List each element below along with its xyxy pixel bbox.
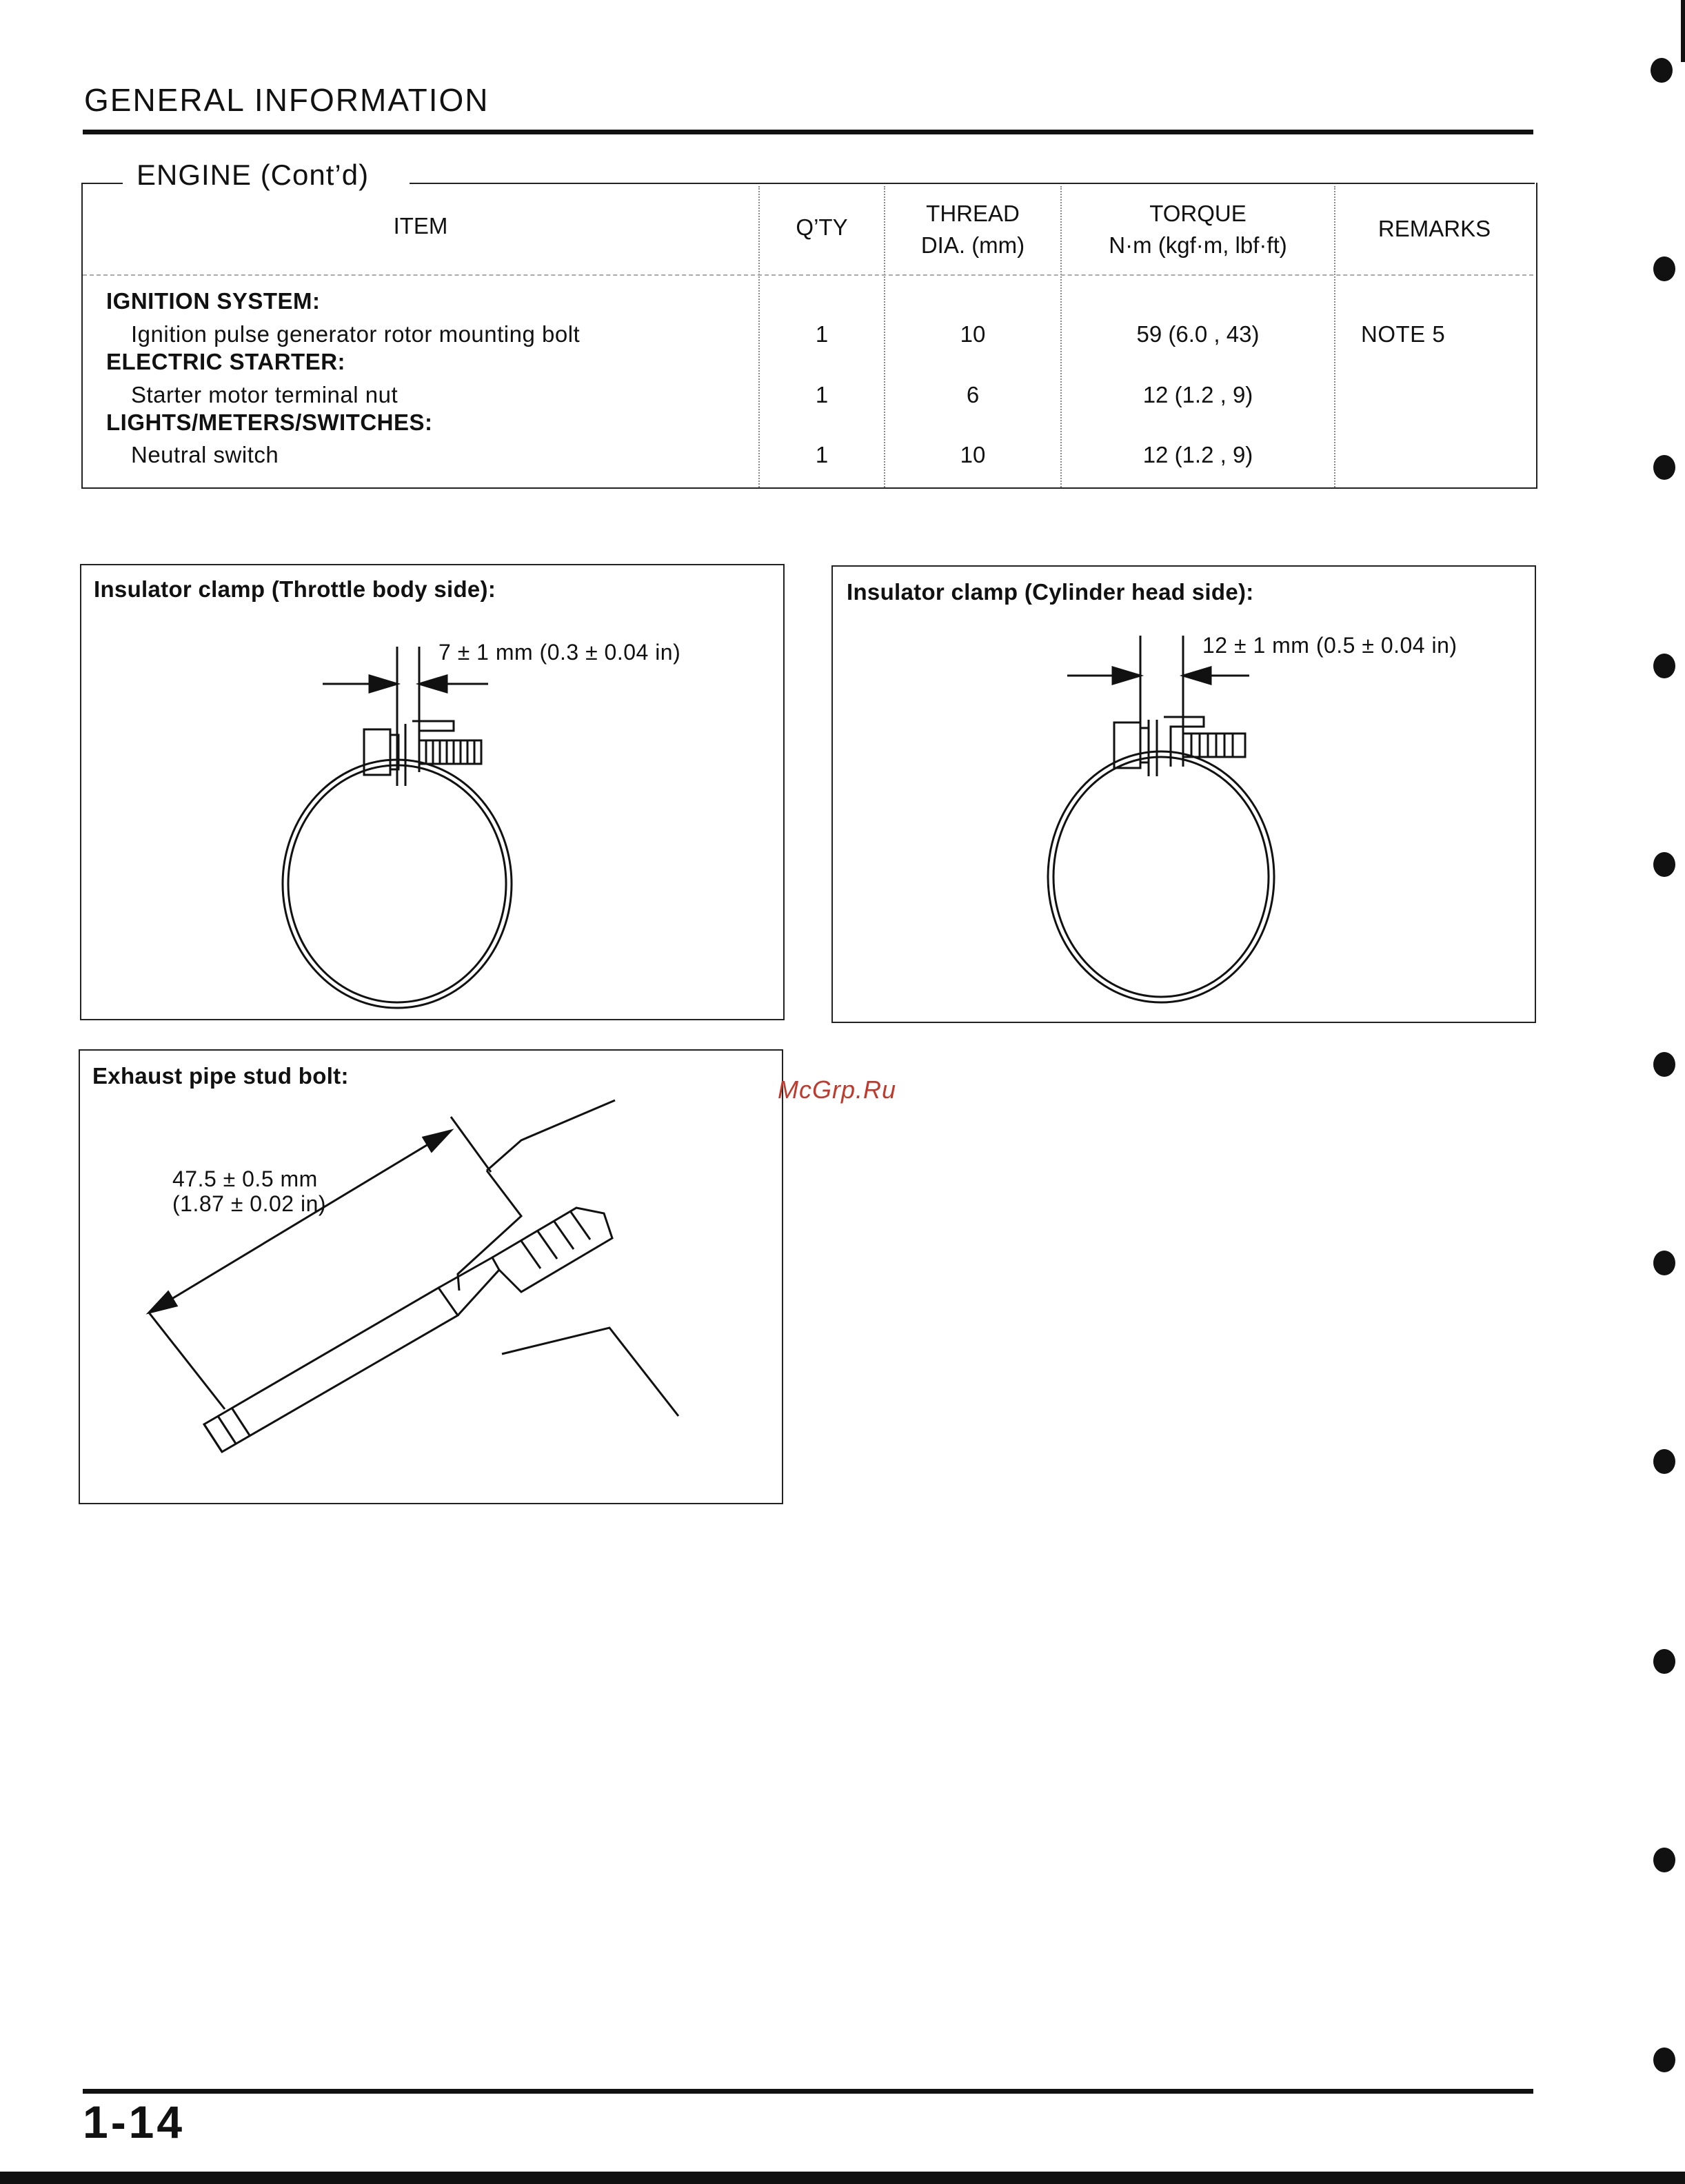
dimension-label: 12 ± 1 mm (0.5 ± 0.04 in) [1202,633,1457,658]
header-rule [83,130,1533,134]
binder-hole [1653,455,1675,480]
figure-exhaust-stud [79,1049,783,1504]
dimension-label: 7 ± 1 mm (0.3 ± 0.04 in) [438,640,681,665]
header-torque-line2: N·m (kgf·m, lbf·ft) [1109,232,1287,258]
bottom-edge-bar [0,2172,1685,2184]
header-thread-line2: DIA. (mm) [920,232,1025,258]
figure-throttle-clamp [80,564,785,1020]
watermark: McGrp.Ru [778,1075,897,1104]
item-neutral-switch: Neutral switch [131,442,279,467]
binder-hole [1653,1848,1675,1872]
thread-starter-nut: 6 [966,382,980,407]
remarks-ignition-bolt: NOTE 5 [1361,321,1446,347]
table-top-border-left [81,183,123,184]
item-starter-nut: Starter motor terminal nut [131,382,398,407]
table-top-border-right [410,183,1535,184]
header-separator [83,274,1533,276]
figure-cylinder-clamp [831,565,1536,1023]
figure-title: Insulator clamp (Throttle body side): [94,576,496,602]
clamp-diagram [81,565,783,1019]
thread-neutral-switch: 10 [960,442,986,467]
thread-ignition-bolt: 10 [960,321,986,347]
stud-bolt-diagram [80,1051,782,1503]
item-ignition-bolt: Ignition pulse generator rotor mounting bolt [131,321,581,347]
header-torque-line1: TORQUE [1149,201,1247,226]
category-lights-meters-switches: LIGHTS/METERS/SWITCHES: [106,410,433,435]
torque-neutral-switch: 12 (1.2 , 9) [1142,442,1253,467]
clamp-diagram [833,567,1535,1022]
page-header-title: GENERAL INFORMATION [84,82,490,118]
qty-starter-nut: 1 [815,382,829,407]
header-qty: Q’TY [796,214,848,240]
binder-hole [1653,256,1675,281]
torque-starter-nut: 12 (1.2 , 9) [1142,382,1253,407]
binder-hole [1651,58,1673,83]
torque-ignition-bolt: 59 (6.0 , 43) [1136,321,1260,347]
figure-title: Insulator clamp (Cylinder head side): [847,579,1254,605]
qty-neutral-switch: 1 [815,442,829,467]
footer-rule [83,2089,1533,2094]
category-electric-starter: ELECTRIC STARTER: [106,349,346,374]
binder-hole [1653,654,1675,678]
dimension-label-metric: 47.5 ± 0.5 mm [172,1166,318,1191]
header-remarks: REMARKS [1378,216,1491,241]
qty-ignition-bolt: 1 [815,321,829,347]
binder-hole [1653,852,1675,877]
header-thread-line1: THREAD [926,201,1020,226]
page-number: 1-14 [83,2096,185,2147]
binder-hole [1653,1649,1675,1674]
binder-hole [1653,2048,1675,2072]
category-ignition-system: IGNITION SYSTEM: [106,288,321,314]
table-title: ENGINE (Cont’d) [131,159,374,192]
header-item: ITEM [393,213,448,239]
binder-hole [1653,1052,1675,1077]
edge-mark [1681,0,1685,62]
binder-hole [1653,1251,1675,1275]
figure-title: Exhaust pipe stud bolt: [92,1063,349,1089]
dimension-label-imperial: (1.87 ± 0.02 in) [172,1191,327,1216]
binder-hole [1653,1449,1675,1474]
